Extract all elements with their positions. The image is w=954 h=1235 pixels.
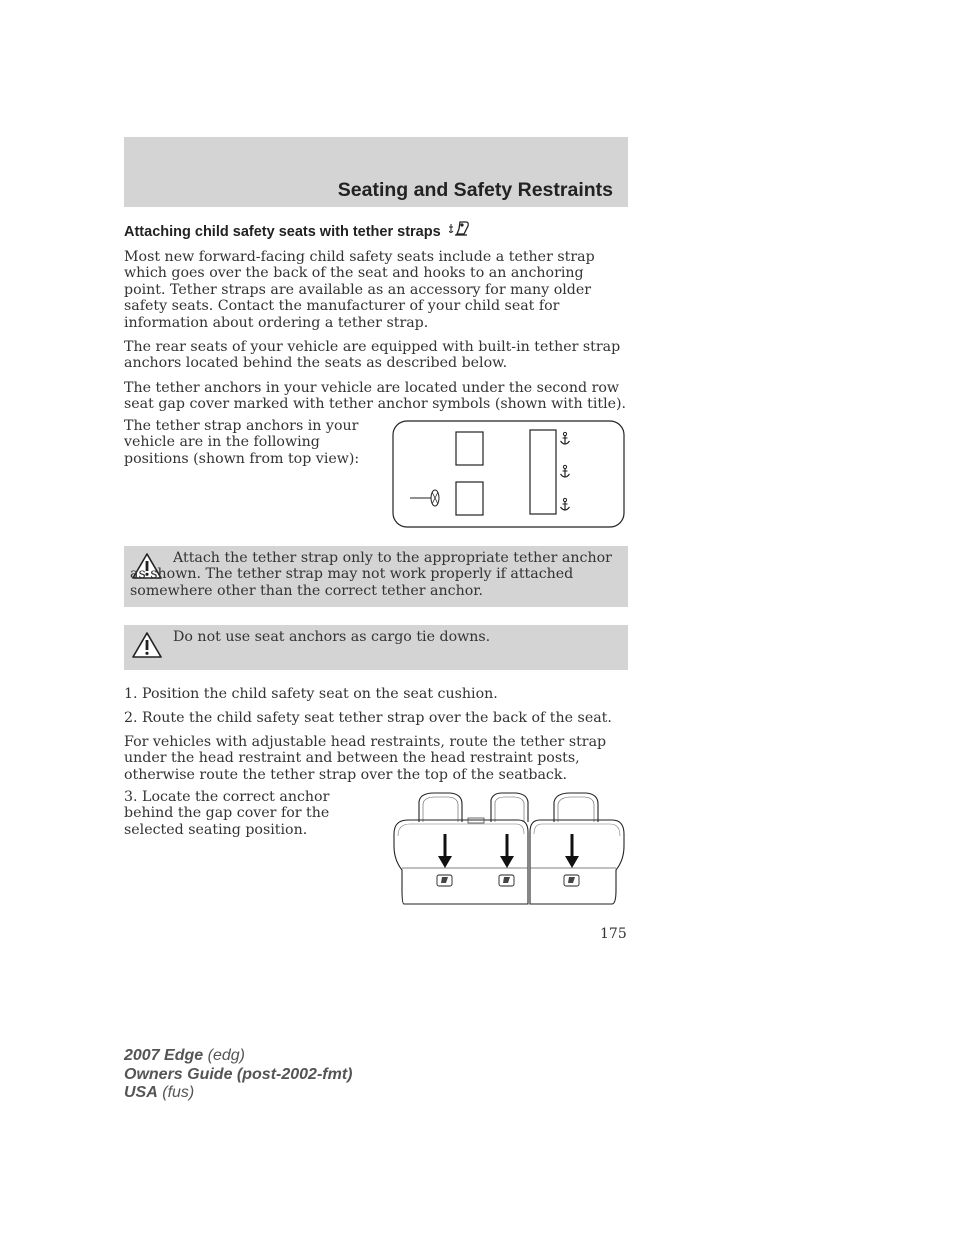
warning-box-cargo [124,625,628,670]
paragraph-intro: Most new forward-facing child safety seats include a tether strap which goes over the back of the seat and hooks to an anchoring point. Tether straps are available as an accessory for many older safety seats. Contact the manufacturer of your child seat for information about ordering a tether strap. [124,249,595,331]
step-2: 2. Route the child safety seat tether strap over the back of the seat. [124,710,612,726]
head-restraint-center [491,793,528,822]
section-heading-text: Attaching child safety seats with tether straps [124,224,441,240]
anchor-icon [561,465,570,477]
warning-text: Do not use seat anchors as cargo tie downs. [173,629,491,645]
page-number: 175 [600,926,627,942]
arrow-down-icon [500,834,514,868]
steering-wheel-icon [410,490,439,506]
head-restraint-right [554,793,598,822]
document-footer [124,1047,352,1103]
arrow-down-icon [438,834,452,868]
chapter-title: Seating and Safety Restraints [337,179,613,201]
footer-line-1: 2007 Edge (edg) [124,1047,245,1064]
rear-bench-seat [530,430,556,514]
seat-back-diagram [390,790,628,908]
footer-line-3: USA (fus) [124,1084,195,1101]
step-3: 3. Locate the correct anchor behind the gap cover for the selected seating position. [124,789,330,838]
warning-text: Attach the tether strap only to the appropriate tether anchor as shown. The tether strap may not work properly if attached somewhere other than the correct tether anchor. [130,550,612,599]
child-seat-icon [449,221,471,239]
step-1: 1. Position the child safety seat on the seat cushion. [124,686,498,702]
footer-line-2: Owners Guide (post-2002-fmt) [124,1065,353,1083]
chapter-header [124,137,628,207]
warning-box-tether-anchor [124,546,628,607]
child-seat-icon [499,875,514,886]
anchor-icon [561,432,570,444]
child-seat-icon [437,875,452,886]
child-seat-icon [564,875,579,886]
paragraph-gap-cover: The tether anchors in your vehicle are located under the second row seat gap cover marked with tether anchor symbols (shown with title). [124,380,627,413]
front-seat-right [456,432,483,465]
head-restraint-left [419,793,462,822]
paragraph-head-restraints: For vehicles with adjustable head restraints, route the tether strap under the head restraint and between the head restraint posts, otherwise route the tether strap over the top of the seatback. [124,734,607,783]
front-seat-left [456,482,483,515]
paragraph-rear-seats: The rear seats of your vehicle are equipped with built-in tether strap anchors located behind the seats as described below. [124,339,621,372]
section-heading [124,221,471,240]
paragraph-positions: The tether strap anchors in your vehicle are in the following positions (shown from top view): [124,418,360,467]
arrow-down-icon [565,834,579,868]
top-view-diagram [392,420,625,528]
anchor-icon [561,498,570,510]
seat-back-right [530,820,624,904]
